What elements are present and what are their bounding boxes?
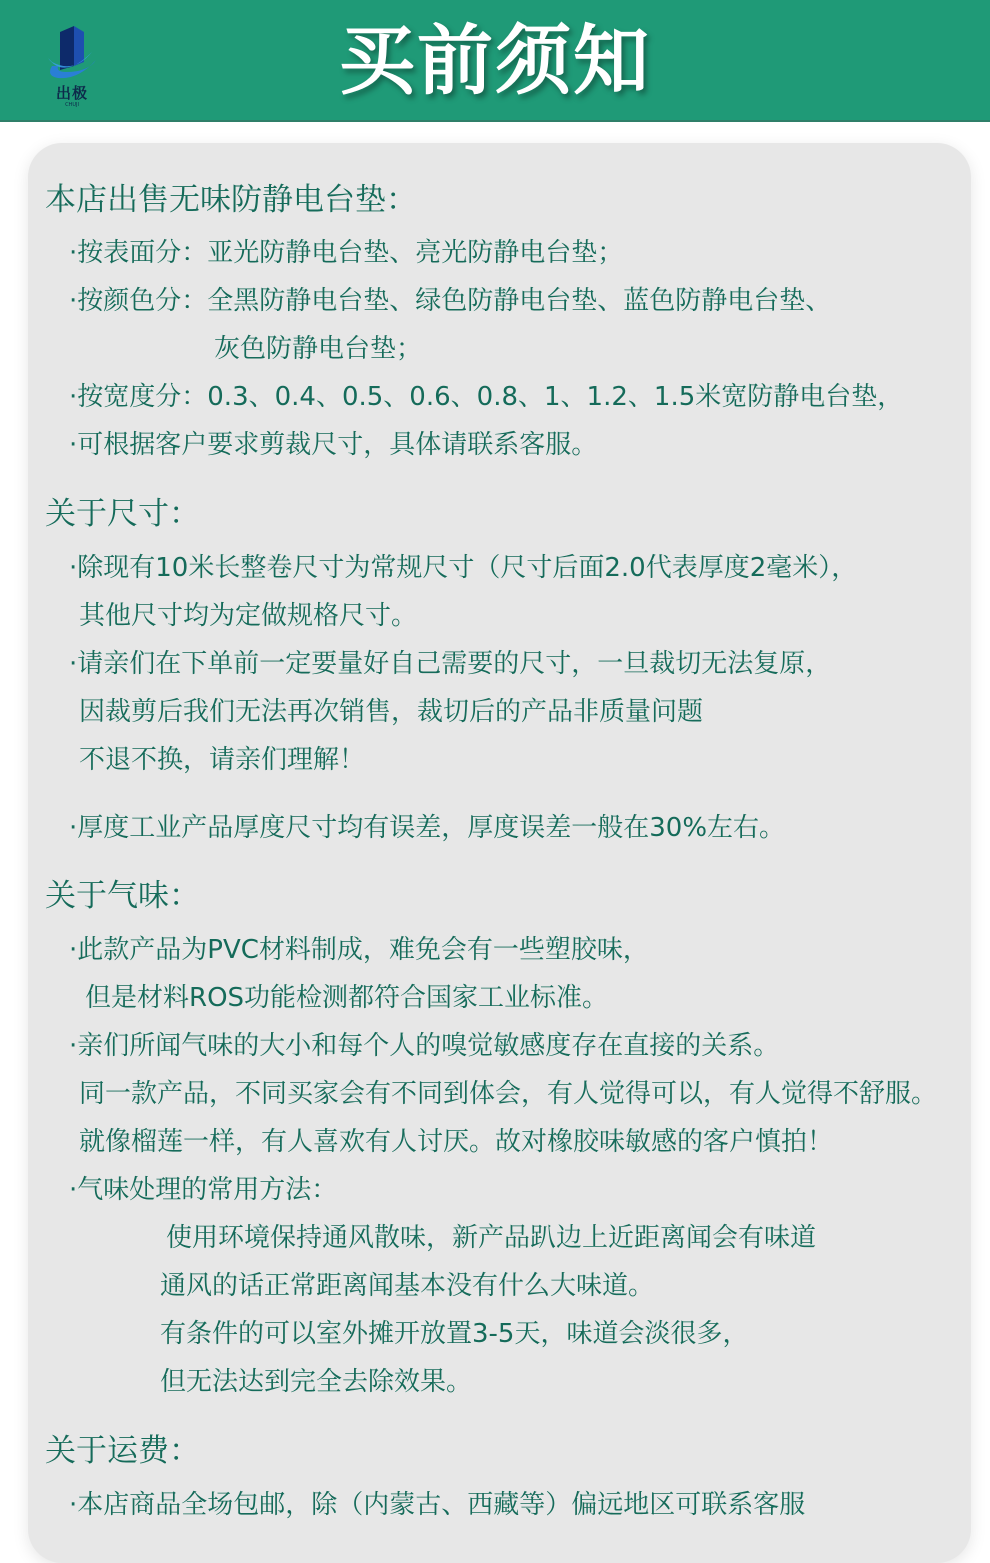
- list-item: ·亲们所闻气味的大小和每个人的嗅觉敏感度存在直接的关系。: [69, 1031, 780, 1061]
- section-heading-shipping: 关于运费：: [45, 1433, 200, 1469]
- list-item: ·气味处理的常用方法：: [69, 1175, 338, 1205]
- list-item: 有条件的可以室外摊开放置3-5天，味道会淡很多，: [160, 1319, 749, 1349]
- list-item: 通风的话正常距离闻基本没有什么大味道。: [160, 1271, 655, 1301]
- list-item: 使用环境保持通风散味，新产品趴边上近距离闻会有味道: [166, 1223, 817, 1253]
- list-item: 不退不换，请亲们理解！: [79, 745, 366, 775]
- section-heading-products: 本店出售无味防静电台垫：: [45, 182, 417, 218]
- list-item: 就像榴莲一样，有人喜欢有人讨厌。故对橡胶味敏感的客户慎拍！: [79, 1127, 834, 1157]
- list-item: 但是材料ROS功能检测都符合国家工业标准。: [85, 983, 609, 1013]
- list-item: ·请亲们在下单前一定要量好自己需要的尺寸，一旦裁切无法复原，: [69, 649, 832, 679]
- list-item: 其他尺寸均为定做规格尺寸。: [79, 601, 418, 631]
- list-item: 但无法达到完全去除效果。: [160, 1367, 473, 1397]
- list-item: ·按颜色分：全黑防静电台垫、绿色防静电台垫、蓝色防静电台垫、: [69, 286, 832, 316]
- list-item: ·除现有10米长整卷尺寸为常规尺寸（尺寸后面2.0代表厚度2毫米），: [69, 553, 858, 583]
- list-item: ·按表面分：亚光防静电台垫、亮光防静电台垫；: [69, 238, 624, 268]
- section-heading-smell: 关于气味：: [45, 878, 200, 914]
- header-banner: [0, 0, 990, 122]
- list-item: 同一款产品，不同买家会有不同到体会，有人觉得可以，有人觉得不舒服。: [79, 1079, 938, 1109]
- brand-subname: CHUJI: [65, 102, 79, 108]
- list-item: ·本店商品全场包邮，除（内蒙古、西藏等）偏远地区可联系客服: [69, 1490, 806, 1520]
- list-item: 灰色防静电台垫；: [214, 334, 423, 364]
- list-item: ·可根据客户要求剪裁尺寸，具体请联系客服。: [69, 430, 598, 460]
- brand-name: 出极: [55, 84, 88, 102]
- list-item: 因裁剪后我们无法再次销售，裁切后的产品非质量问题: [79, 697, 704, 727]
- list-item: ·此款产品为PVC材料制成，难免会有一些塑胶味，: [69, 935, 649, 965]
- list-item: ·按宽度分：0.3、0.4、0.5、0.6、0.8、1、1.2、1.5米宽防静电台垫，: [69, 382, 904, 412]
- section-heading-size: 关于尺寸：: [45, 496, 200, 532]
- page-title: 买前须知: [339, 16, 651, 105]
- list-item: ·厚度工业产品厚度尺寸均有误差，厚度误差一般在30%左右。: [69, 813, 786, 843]
